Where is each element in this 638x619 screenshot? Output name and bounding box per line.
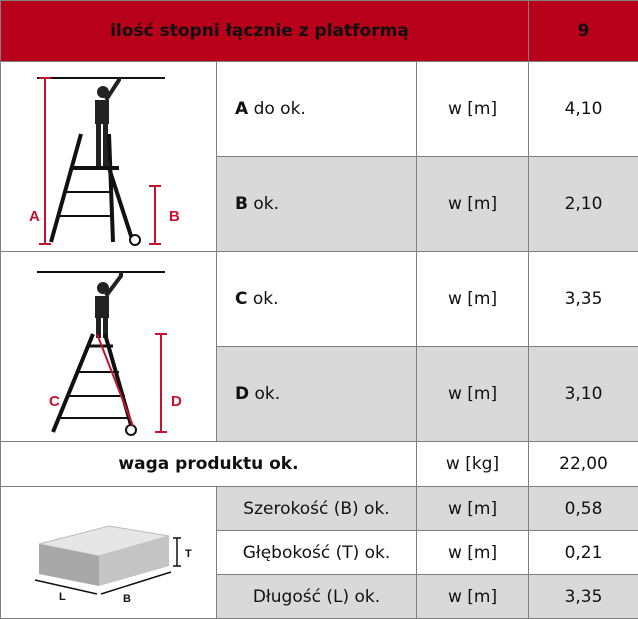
header-title: ilość stopni łącznie z platformą [1, 1, 529, 62]
depth-label: Głębokość (T) ok. [217, 531, 417, 575]
row-d-unit: w [m] [417, 347, 529, 442]
row-c-suffix: ok. [247, 289, 279, 309]
ladder-cd-illustration [9, 254, 209, 439]
row-a [1, 62, 638, 157]
row-b-unit: w [m] [417, 157, 529, 252]
width-label: Szerokość (B) ok. [217, 487, 417, 531]
row-c-letter: C [235, 289, 248, 309]
depth-value: 0,21 [529, 531, 638, 575]
package-box-illustration [19, 498, 199, 608]
row-b-letter: B [235, 194, 248, 214]
depth-unit: w [m] [417, 531, 529, 575]
row-d-suffix: ok. [249, 384, 281, 404]
diagram-label-c: C [48, 393, 60, 410]
width-unit: w [m] [417, 487, 529, 531]
row-a-letter: A [235, 99, 249, 119]
ladder-diagram-ab [1, 62, 217, 252]
box-label-b: B [122, 592, 131, 605]
header-row [1, 1, 638, 62]
row-b-label [217, 157, 417, 252]
box-label-l: L [58, 590, 66, 603]
package-diagram [1, 487, 217, 619]
row-a-label [217, 62, 417, 157]
row-c [1, 252, 638, 347]
box-label-t: T [184, 547, 192, 560]
diagram-label-b: B [168, 208, 180, 225]
ladder-diagram-cd [1, 252, 217, 442]
length-unit: w [m] [417, 575, 529, 619]
weight-label: waga produktu ok. [1, 442, 417, 487]
width-row [1, 487, 638, 531]
row-b-suffix: ok. [247, 194, 280, 214]
header-value: 9 [529, 1, 638, 62]
row-a-value: 4,10 [529, 62, 638, 157]
length-value: 3,35 [529, 575, 638, 619]
weight-value: 22,00 [529, 442, 638, 487]
row-d-letter: D [235, 384, 250, 404]
row-d-value: 3,10 [529, 347, 638, 442]
width-value: 0,58 [529, 487, 638, 531]
row-a-unit: w [m] [417, 62, 529, 157]
weight-unit: w [kg] [417, 442, 529, 487]
diagram-label-d: D [170, 393, 182, 410]
row-d-label [217, 347, 417, 442]
weight-row [1, 442, 638, 487]
ladder-ab-illustration [9, 64, 209, 249]
diagram-label-a: A [28, 208, 40, 225]
row-c-unit: w [m] [417, 252, 529, 347]
row-c-label [217, 252, 417, 347]
length-label: Długość (L) ok. [217, 575, 417, 619]
row-b-value: 2,10 [529, 157, 638, 252]
row-a-suffix: do ok. [248, 99, 306, 119]
row-c-value: 3,35 [529, 252, 638, 347]
